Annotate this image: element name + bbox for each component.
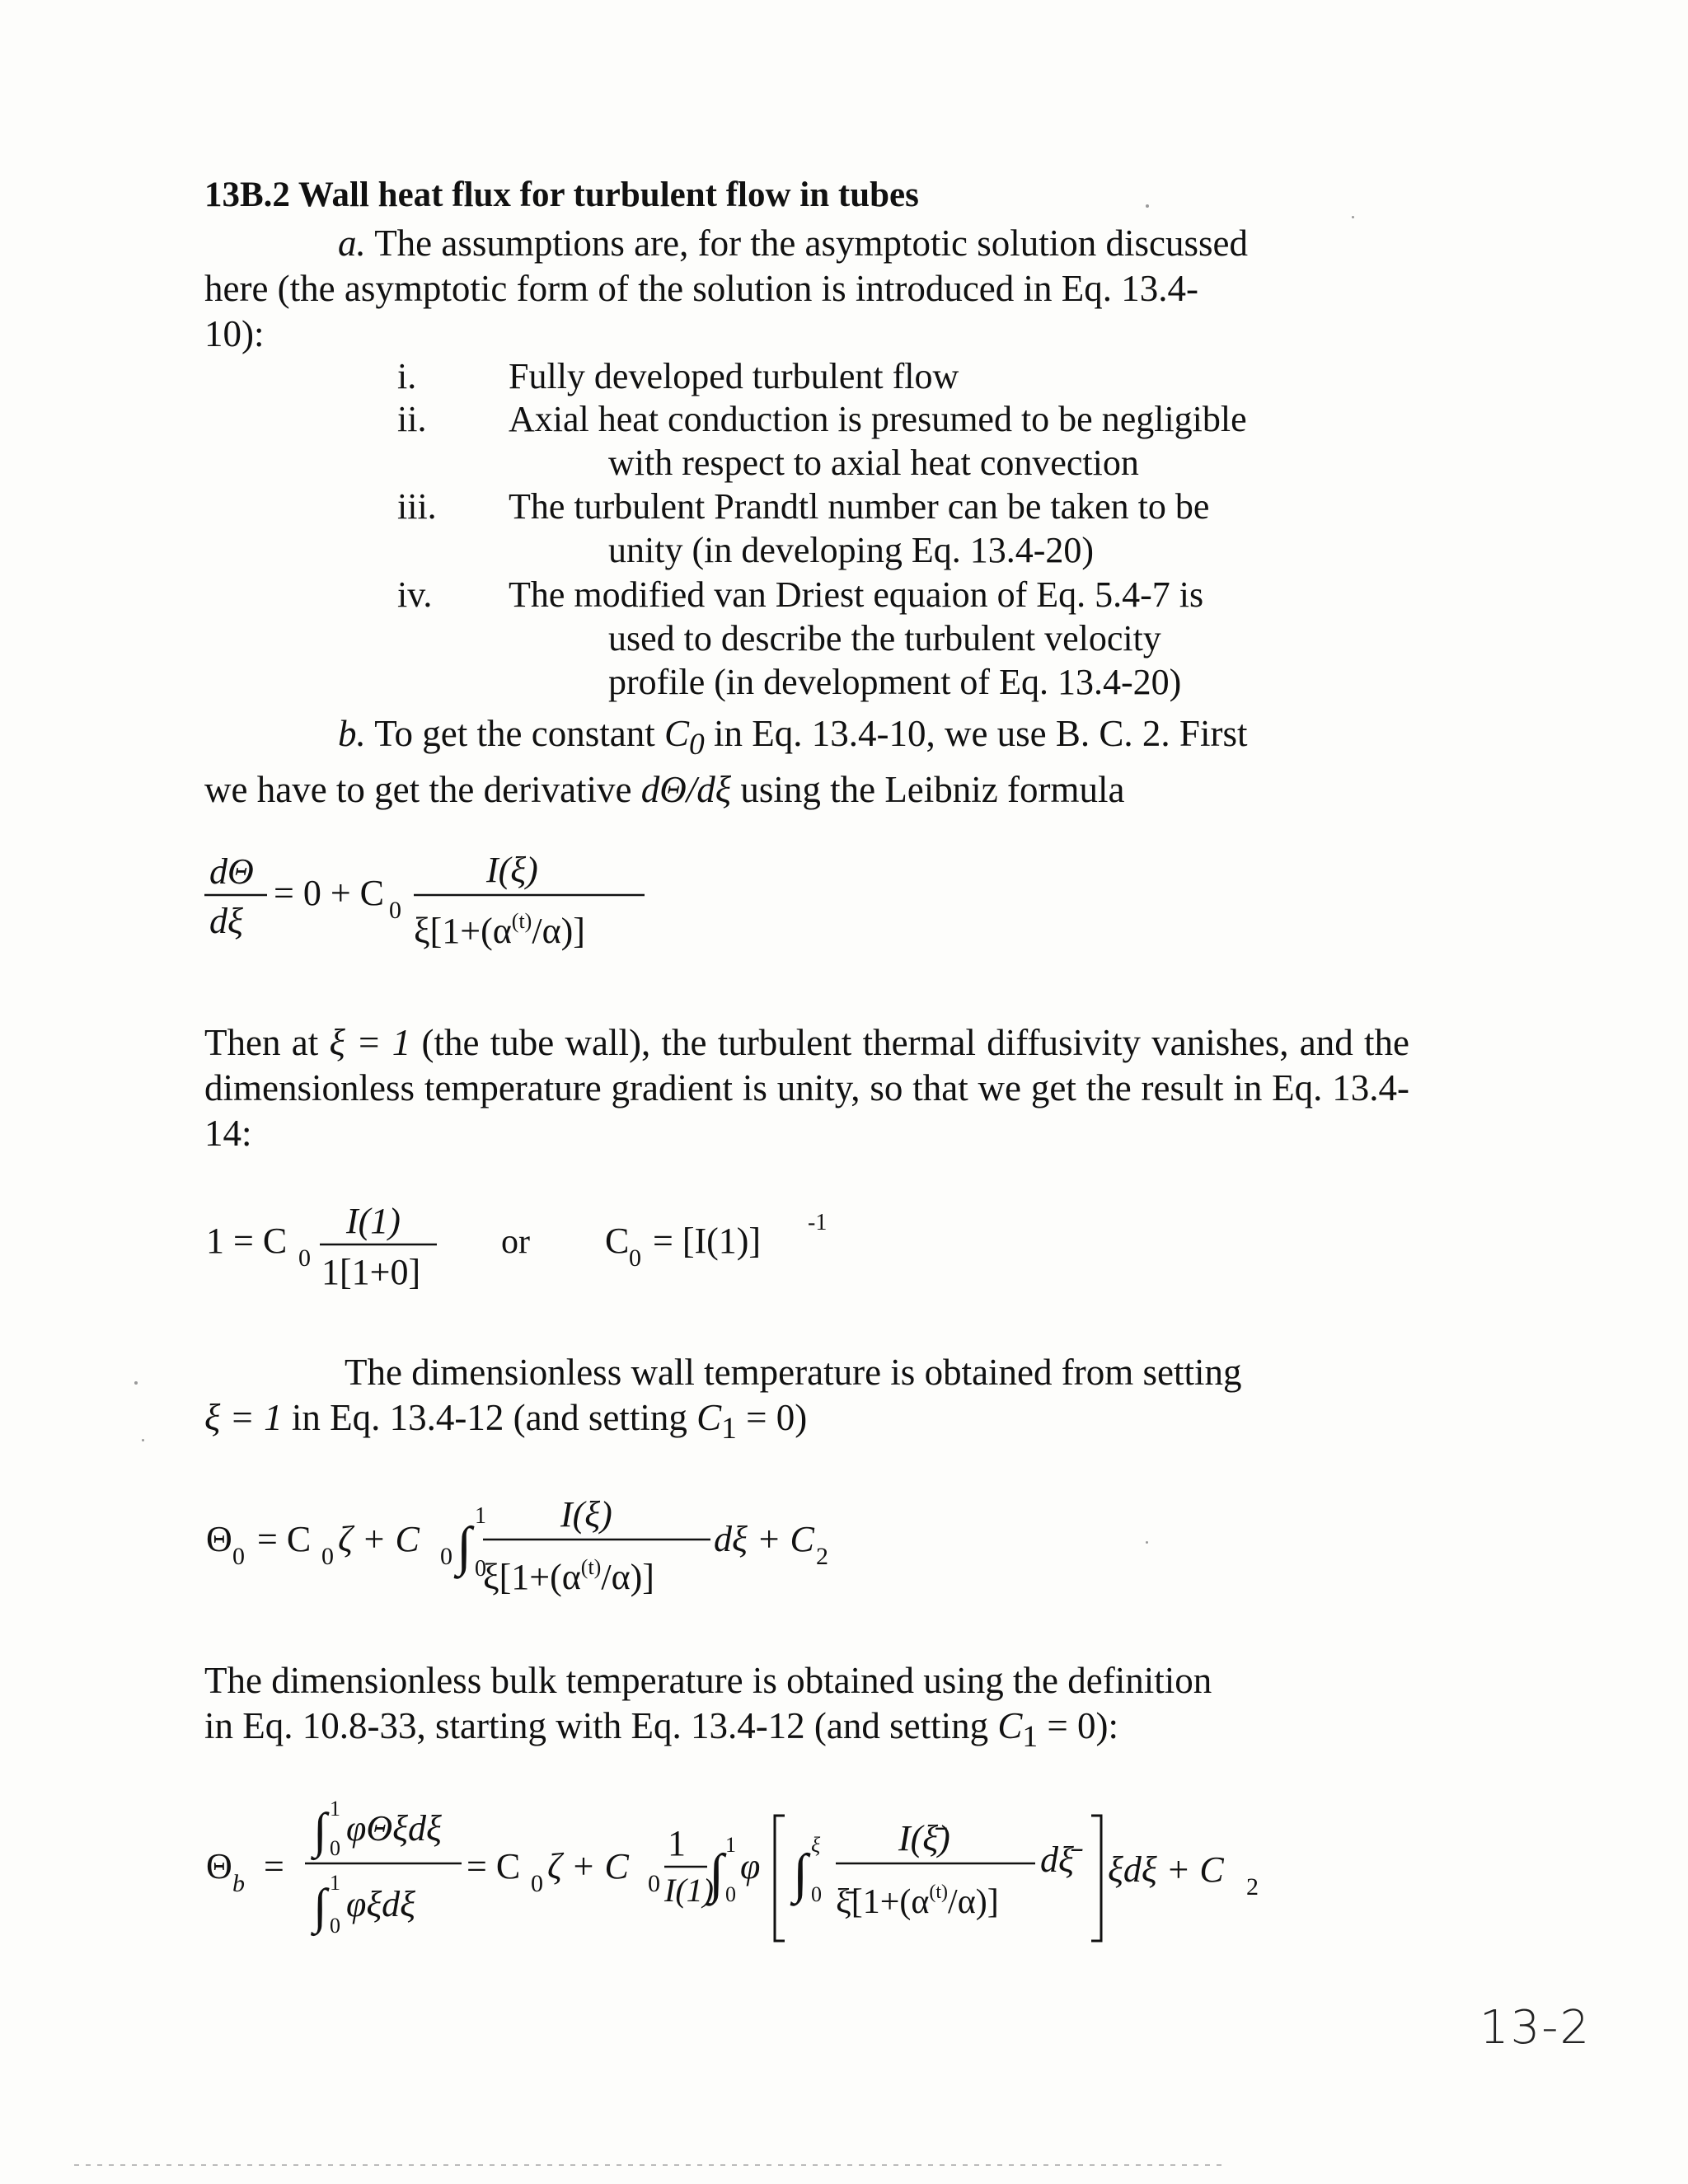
eq3-tail: dξ + C (714, 1519, 814, 1559)
eq4-one-den: I(1) (664, 1872, 714, 1909)
eq2-rhs-sub: 0 (629, 1244, 641, 1272)
eq4-phi: φ (740, 1846, 761, 1886)
eq3-frac-num: I(ξ) (560, 1494, 612, 1535)
eq1-lhs-den: dξ (209, 901, 243, 941)
part-a-intro (204, 221, 1409, 357)
eq4-after: ξdξ + C (1108, 1849, 1224, 1890)
then-a: Then at (204, 1022, 319, 1063)
part-b-line2a: we have to get the derivative (204, 769, 632, 810)
item-text-cont: used to describe the turbulent velocity (608, 618, 1161, 658)
eq4-den-a: ξ̄[1+(α (836, 1883, 930, 1921)
equation-wall-temperature (198, 1483, 940, 1624)
eq1-rhs-prefix: = 0 + C (274, 873, 384, 913)
eq4-inner-lower: 0 (811, 1882, 822, 1906)
bulk-c1-sub: 1 (1022, 1720, 1039, 1754)
eq4-mid-sub2: 0 (648, 1870, 660, 1897)
eq2-or: or (501, 1223, 530, 1261)
eq2-rhs-sup: -1 (808, 1210, 828, 1235)
section-title: 13B.2 Wall heat flux for turbulent flow in tubes (204, 176, 919, 214)
paragraph-bulk (204, 1658, 1409, 1760)
eq3-c-sub2: 0 (440, 1543, 452, 1570)
bulk-c1: C (997, 1705, 1023, 1746)
wall-xi-eq: ξ = 1 (204, 1397, 283, 1438)
part-b-text (204, 711, 1409, 813)
item-number: iv. (397, 574, 433, 615)
item-text: Fully developed turbulent flow (509, 356, 959, 396)
item-number: iii. (397, 486, 437, 527)
wall-line1: The dimensionless wall temperature is obtained from setting (345, 1352, 1242, 1393)
part-b-line1b: in Eq. 13.4-10, we use B. C. 2. First (713, 713, 1248, 754)
bracket-right (1091, 1816, 1101, 1941)
item-text-cont: with respect to axial heat convection (608, 443, 1139, 483)
eq2-rhs: C (605, 1221, 630, 1261)
eq1-den-sup: (t) (511, 909, 532, 933)
part-a-line2: here (the asymptotic form of the solution is introduced in Eq. 13.4- (204, 268, 1198, 309)
eq2-lhs: 1 = C (206, 1221, 288, 1261)
bulk-c1-eq: = 0): (1047, 1705, 1119, 1746)
item-text-cont: profile (in development of Eq. 13.4-20) (608, 662, 1182, 702)
eq3-int-lower: 0 (475, 1556, 486, 1582)
eq3-den-a: ξ[1+(α (483, 1557, 581, 1597)
eq4-outer-upper: 1 (725, 1833, 736, 1857)
eq3-tail-sub: 2 (816, 1543, 828, 1570)
eq3-c-sub: 0 (321, 1543, 334, 1570)
eq4-outer-lower: 0 (725, 1882, 736, 1906)
eq4-mid: = C (467, 1846, 521, 1886)
c0-symbol (663, 713, 705, 762)
eq2-frac-den: 1[1+0] (321, 1252, 421, 1292)
eq4-int-upper: 1 (330, 1797, 340, 1821)
eq4-mid-b: ζ + C (547, 1846, 629, 1886)
item-text: Axial heat conduction is presumed to be negligible (509, 399, 1247, 439)
item-number: i. (397, 356, 417, 396)
eq2-lhs-sub: 0 (298, 1244, 311, 1272)
eq1-frac-num: I(ξ) (486, 850, 538, 890)
scan-speck (142, 1439, 144, 1441)
item-text-cont: unity (in developing Eq. 13.4-20) (608, 530, 1095, 570)
c0-letter: C (663, 713, 689, 754)
eq4-eq: = (264, 1846, 284, 1886)
wall-c1-eq: = 0) (746, 1397, 808, 1438)
page-number: 13-2 (1479, 2001, 1592, 2055)
bulk-line1: The dimensionless bulk temperature is obtained using the definition (204, 1660, 1212, 1701)
scan-edge (74, 2164, 1228, 2166)
bracket-left (775, 1816, 785, 1941)
equation-bulk-temperature (198, 1793, 1335, 1966)
deriv-symbol: dΘ/dξ (640, 769, 732, 810)
scan-speck (1146, 1541, 1148, 1544)
xi-equals-1: ξ = 1 (329, 1022, 411, 1063)
integral-sign: ∫ (793, 1844, 809, 1904)
eq1-den-a: ξ[1+(α (414, 911, 512, 951)
eq4-den: φξdξ (346, 1884, 416, 1924)
eq3-int-upper: 1 (475, 1503, 486, 1529)
eq4-frac-den (836, 1882, 999, 1921)
eq2-rhs-eq: = [I(1)] (653, 1221, 762, 1261)
part-b-label: b. (338, 713, 366, 754)
part-a-line1: The assumptions are, for the asymptotic solution discussed (374, 223, 1249, 264)
part-a-line3: 10): (204, 313, 265, 354)
paragraph-then (204, 1020, 1409, 1156)
part-b-line2b: using the Leibniz formula (740, 769, 1125, 810)
eq3-frac-den (483, 1555, 654, 1597)
eq3-den-b: /α)] (601, 1557, 654, 1597)
eq4-frac-num: I(ξ̄) (898, 1818, 950, 1858)
item-text: The modified van Driest equaion of Eq. 5.4-7 is (509, 574, 1204, 615)
part-a-label: a. (338, 223, 366, 264)
eq3-terms: = C (257, 1519, 312, 1559)
eq4-dxibar: dξ̄ (1040, 1840, 1074, 1880)
eq4-den-sup: (t) (929, 1882, 949, 1903)
eq1-frac-den (414, 909, 585, 951)
eq4-int-lower: 0 (330, 1836, 340, 1860)
wall-c1-sub: 1 (721, 1412, 737, 1446)
part-b-line1a: To get the constant (374, 713, 655, 754)
paragraph-wall (204, 1350, 1409, 1451)
eq4-mid-sub: 0 (531, 1870, 543, 1897)
integral-sign: ∫ (313, 1879, 327, 1933)
scan-speck (134, 1381, 138, 1385)
eq4-one-num: 1 (668, 1823, 686, 1863)
equation-c0 (198, 1187, 940, 1319)
eq4-lhs-sub: b (232, 1870, 245, 1897)
then-b: (the tube wall), the turbulent thermal diffusivity vanishes, and the dimensionless temperature gradient is unity, so that we get the result in Eq. 13.4-14: (204, 1022, 1410, 1154)
scan-speck (1146, 204, 1149, 208)
eq3-zeta: ζ + C (338, 1519, 420, 1559)
eq4-lhs: Θ (206, 1846, 232, 1886)
eq3-lhs-sub: 0 (232, 1543, 245, 1570)
item-number: ii. (397, 399, 427, 439)
eq1-lhs-num: dΘ (209, 851, 254, 892)
wall-line2a: in Eq. 13.4-12 (and setting (291, 1397, 687, 1438)
eq1-den-b: /α)] (532, 911, 585, 951)
eq1-rhs-sub: 0 (389, 897, 401, 924)
wall-c1: C (696, 1397, 722, 1438)
eq4-den-upper: 1 (330, 1871, 340, 1895)
eq2-frac-num: I(1) (346, 1201, 401, 1241)
eq4-num: φΘξdξ (346, 1808, 442, 1849)
integral-sign: ∫ (457, 1516, 472, 1577)
eq3-lhs: Θ (206, 1519, 232, 1559)
c0-sub: 0 (688, 728, 705, 762)
integral-sign: ∫ (709, 1844, 724, 1904)
item-text: The turbulent Prandtl number can be taken to be (509, 486, 1210, 527)
eq4-after-sub: 2 (1246, 1873, 1259, 1900)
eq3-den-sup: (t) (580, 1555, 602, 1579)
scan-speck (1352, 216, 1354, 218)
equation-derivative (198, 841, 692, 981)
bulk-line2a: in Eq. 10.8-33, starting with Eq. 13.4-12 (and setting (204, 1705, 989, 1746)
eq4-den-lower: 0 (330, 1914, 340, 1938)
integral-sign: ∫ (313, 1803, 327, 1858)
eq4-inner-upper: ξ (811, 1833, 821, 1857)
eq4-den-b: /α)] (948, 1883, 999, 1921)
